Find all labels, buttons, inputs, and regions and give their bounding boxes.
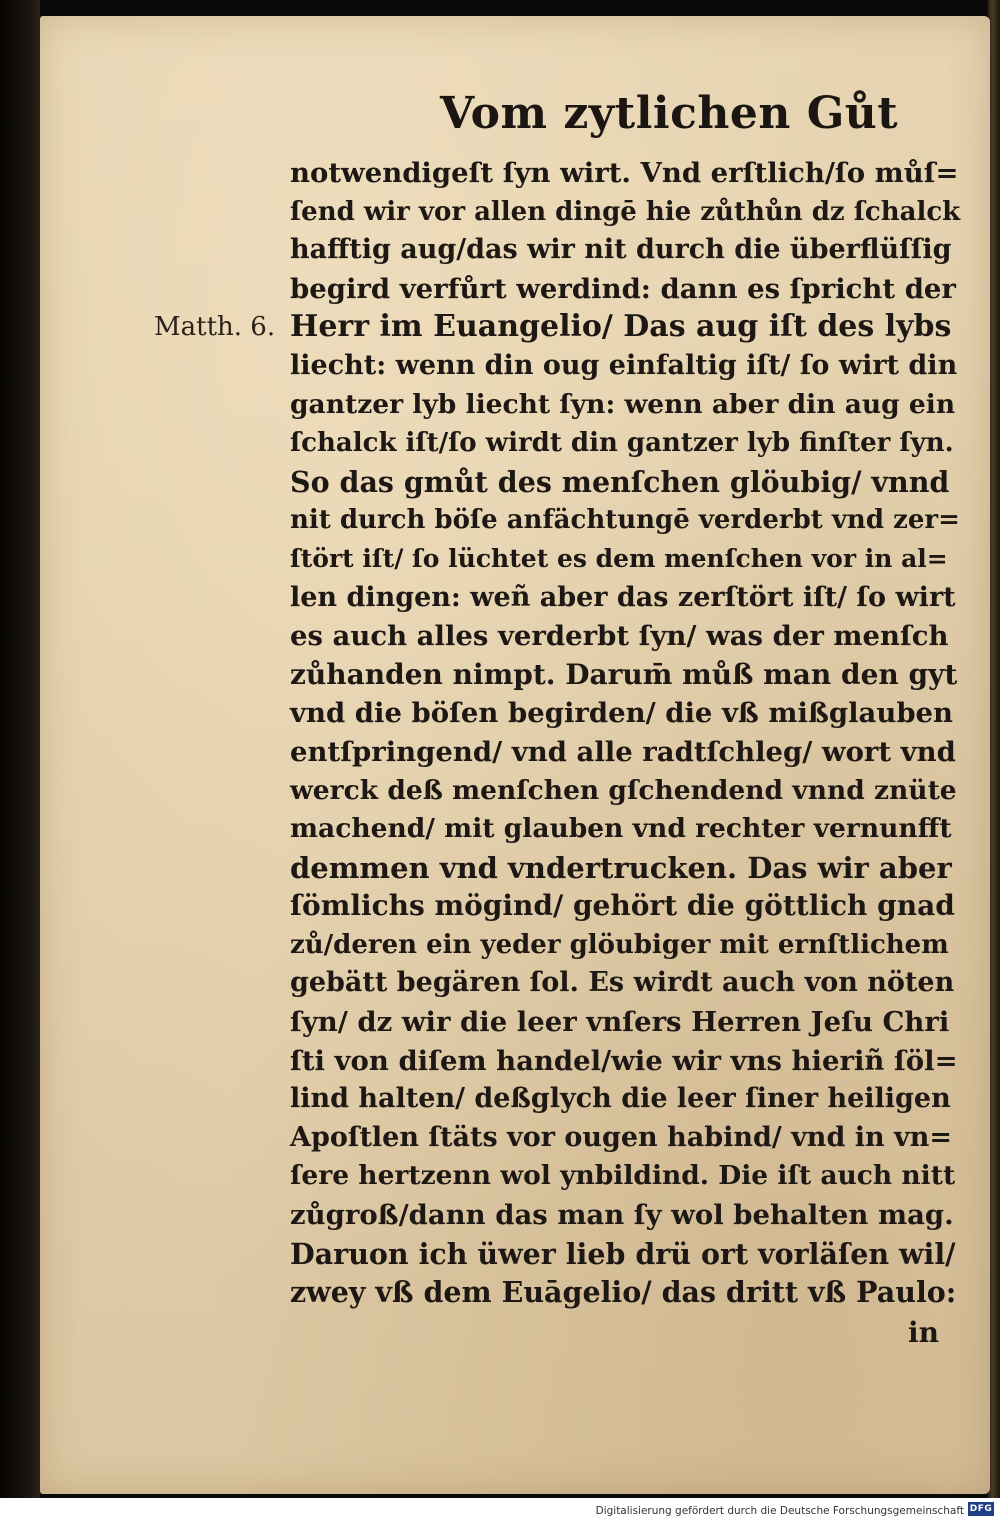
text-line: ſti von diſem handel/wie wir vns hieriñ ſöl=: [290, 1044, 958, 1077]
dfg-logo-icon: DFG: [969, 1504, 993, 1514]
text-line: zůhanden nimpt. Darum̄ můß man den gyt: [290, 657, 958, 691]
text-line: machend/ mit glauben vnd rechter vernunfft: [290, 813, 952, 845]
text-line: ſend wir vor allen dingē hie zůthůn dz ſchalck: [290, 196, 961, 227]
text-line: werck deß menſchen gſchendend vnnd znüte: [290, 774, 957, 806]
text-line: zů/deren ein yeder glöubiger mit ernſtlichem: [290, 929, 949, 960]
text-line: ſyn/ dz wir die leer vnſers Herren Jeſu Chri: [290, 1006, 950, 1039]
book-binding-shadow: [0, 0, 40, 1498]
text-block: [290, 154, 960, 1312]
text-line: es auch alles verderbt ſyn/ was der menſch: [290, 620, 949, 653]
footer-bar: [0, 1498, 1000, 1520]
text-line: vnd die böſen begirden/ die vß mißglauben: [290, 697, 954, 730]
book-page: [40, 16, 990, 1494]
text-line: ſere hertzenn wol ynbildind. Die iſt auch nitt: [290, 1160, 956, 1192]
text-line: notwendigeſt ſyn wirt. Vnd erſtlich/ſo můſ=: [290, 157, 959, 189]
text-line: hafftig aug/das wir nit durch die überflüſſig: [290, 234, 952, 266]
text-line: ſtört iſt/ ſo lüchtet es dem menſchen vor in al=: [290, 543, 948, 573]
catchword: in: [908, 1316, 939, 1349]
funding-credit: Digitalisierung gefördert durch die Deutsche Forschungsgemeinschaft: [595, 1505, 964, 1517]
marginal-note: Matth. 6.: [154, 312, 276, 342]
text-line: Herr im Euangelio/ Das aug iſt des lybs: [290, 309, 952, 345]
text-line: nit durch böſe anfächtungē verderbt vnd zer=: [290, 505, 960, 536]
text-line: begird verfůrt werdind: dann es ſpricht der: [290, 272, 956, 305]
text-line: lind halten/ deßglych die leer ſiner heiligen: [290, 1083, 951, 1115]
text-line: zwey vß dem Euāgelio/ das dritt vß Paulo:: [290, 1275, 957, 1310]
text-line: entſpringend/ vnd alle radtſchleg/ wort vnd: [290, 735, 956, 768]
text-line: ſchalck iſt/ſo wirdt din gantzer lyb finſter ſyn.: [290, 428, 954, 459]
text-line: demmen vnd vndertrucken. Das wir aber: [290, 850, 952, 885]
text-line: So das gmůt des menſchen glöubig/ vnnd: [290, 464, 950, 499]
text-line: len dingen: weñ aber das zerſtört iſt/ ſo wirt: [290, 581, 956, 613]
text-line: zůgroß/dann das man ſy wol behalten mag.: [290, 1199, 954, 1232]
text-line: ſömlichs mögind/ gehört die göttlich gnad: [290, 889, 955, 923]
text-line: Daruon ich üwer lieb drü ort vorläſen wil/: [290, 1236, 956, 1271]
running-head: Vom zytlichen Gůt: [440, 88, 899, 139]
text-line: gantzer lyb liecht ſyn: wenn aber din aug ein: [290, 388, 956, 420]
text-line: Apoſtlen ſtäts vor ougen habind/ vnd in vn=: [290, 1121, 952, 1153]
text-line: gebätt begären ſol. Es wirdt auch von nöten: [290, 967, 955, 999]
text-line: liecht: wenn din oug einfaltig iſt/ ſo wirt din: [290, 349, 958, 381]
